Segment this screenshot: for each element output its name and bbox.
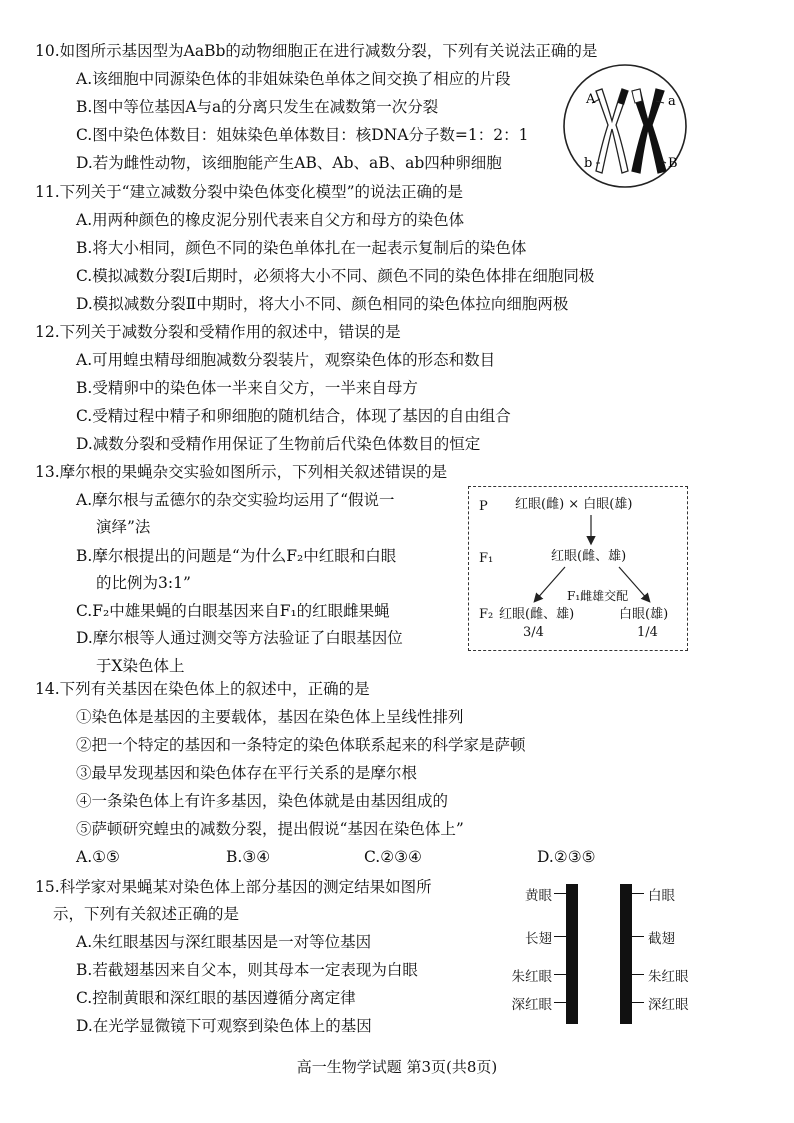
q11-stem: 11.下列关于“建立减数分裂中染色体变化模型”的说法正确的是 (35, 183, 464, 201)
q11-option-c: C.模拟减数分裂Ⅰ后期时，必须将大小不同、颜色不同的染色体排在细胞同极 (76, 267, 595, 285)
f1-cross-note: F₁雌雄交配 (567, 589, 629, 603)
gene-label-right: 朱红眼 (648, 969, 689, 985)
f1-text: 红眼(雌、雄) (551, 549, 627, 564)
q15-option-b: B.若截翅基因来自父本，则其母本一定表现为白眼 (76, 961, 418, 979)
cross-arrows (469, 487, 687, 650)
page-footer: 高一生物学试题 第3页(共8页) (296, 1058, 498, 1076)
q14-statement-4: ④一条染色体上有许多基因，染色体就是由基因组成的 (76, 792, 449, 810)
q14-stem: 14.下列有关基因在染色体上的叙述中，正确的是 (35, 680, 370, 698)
q14-statement-5: ⑤萨顿研究蝗虫的减数分裂，提出假说“基因在染色体上” (76, 820, 464, 838)
gene-label-left: 朱红眼 (511, 969, 552, 985)
q14-choice-d: D.②③⑤ (537, 848, 596, 866)
q10-option-d: D.若为雌性动物，该细胞能产生AB、Ab、aB、ab四种卵细胞 (76, 154, 502, 172)
q14-statement-2: ②把一个特定的基因和一条特定的染色体联系起来的科学家是萨顿 (76, 736, 526, 754)
q12-option-d: D.减数分裂和受精作用保证了生物前后代染色体数目的恒定 (76, 435, 481, 453)
q14-choice-c: C.②③④ (364, 848, 422, 866)
q13-option-a: A.摩尔根与孟德尔的杂交实验均运用了“假说一 (76, 491, 395, 509)
gene-label-left: 长翅 (525, 931, 552, 947)
q14-statement-1: ①染色体是基因的主要载体，基因在染色体上呈线性排列 (76, 708, 464, 726)
gene-label-right: 截翅 (648, 931, 675, 947)
allele-label: b (584, 156, 593, 171)
f1-label: F₁ (479, 551, 494, 566)
gene-label-left: 黄眼 (525, 888, 552, 904)
f2-left-text: 红眼(雌、雄) (499, 607, 575, 622)
q15-option-a: A.朱红眼基因与深红眼基因是一对等位基因 (76, 933, 372, 951)
q14-choice-b: B.③④ (226, 848, 271, 866)
q11-option-b: B.将大小相同，颜色不同的染色单体扎在一起表示复制后的染色体 (76, 239, 527, 257)
q15-option-c: C.控制黄眼和深红眼的基因遵循分离定律 (76, 989, 356, 1007)
f2-label: F₂ (479, 607, 494, 622)
p-cross-text: 红眼(雌) × 白眼(雄) (515, 497, 633, 512)
q12-stem: 12.下列关于减数分裂和受精作用的叙述中，错误的是 (35, 323, 401, 341)
q13-option-b: B.摩尔根提出的问题是“为什么F₂中红眼和白眼 (76, 547, 397, 565)
fruitfly-cross-diagram (468, 486, 688, 651)
cell-chromosome-figure (562, 63, 688, 189)
allele-label: B (668, 156, 678, 171)
q12-option-b: B.受精卵中的染色体一半来自父方，一半来自母方 (76, 379, 418, 397)
q12-option-a: A.可用蝗虫精母细胞减数分裂装片，观察染色体的形态和数目 (76, 351, 496, 369)
q13-option-c: C.F₂中雄果蝇的白眼基因来自F₁的红眼雌果蝇 (76, 602, 390, 620)
allele-label: A (586, 92, 596, 107)
gene-label-right: 白眼 (648, 888, 675, 904)
f2-right-text: 白眼(雄) (619, 607, 669, 622)
q10-option-a: A.该细胞中同源染色体的非姐妹染色单体之间交换了相应的片段 (76, 70, 511, 88)
q11-option-d: D.模拟减数分裂Ⅱ中期时，将大小不同、颜色相同的染色体拉向细胞两极 (76, 295, 569, 313)
q13-option-a-cont: 演绎”法 (96, 518, 151, 536)
f2-left-ratio: 3/4 (523, 625, 544, 640)
q13-option-d-cont: 于X染色体上 (96, 657, 185, 675)
p-label: P (479, 499, 488, 514)
q11-option-a: A.用两种颜色的橡皮泥分别代表来自父方和母方的染色体 (76, 211, 465, 229)
q13-stem: 13.摩尔根的果蝇杂交实验如图所示，下列相关叙述错误的是 (35, 463, 448, 481)
q10-option-c: C.图中染色体数目：姐妹染色单体数目：核DNA分子数=1：2：1 (76, 126, 529, 144)
q14-statement-3: ③最早发现基因和染色体存在平行关系的是摩尔根 (76, 764, 418, 782)
q15-stem-cont: 示，下列有关叙述正确的是 (53, 905, 240, 923)
gene-label-right: 深红眼 (648, 997, 689, 1013)
q15-option-d: D.在光学显微镜下可观察到染色体上的基因 (76, 1017, 372, 1035)
gene-label-left: 深红眼 (511, 997, 552, 1013)
allele-label: a (668, 94, 676, 109)
q13-option-b-cont: 的比例为3:1” (96, 574, 191, 592)
q13-option-d: D.摩尔根等人通过测交等方法验证了白眼基因位 (76, 629, 403, 647)
q15-stem: 15.科学家对果蝇某对染色体上部分基因的测定结果如图所 (35, 878, 432, 896)
q12-option-c: C.受精过程中精子和卵细胞的随机结合，体现了基因的自由组合 (76, 407, 511, 425)
right-chromosome (620, 884, 632, 1024)
q14-choice-a: A.①⑤ (76, 848, 120, 866)
gene-map-figure (496, 878, 716, 1028)
f2-right-ratio: 1/4 (637, 625, 658, 640)
left-chromosome (566, 884, 578, 1024)
q10-stem: 10.如图所示基因型为AaBb的动物细胞正在进行减数分裂，下列有关说法正确的是 (35, 42, 598, 60)
q10-option-b: B.图中等位基因A与a的分离只发生在减数第一次分裂 (76, 98, 439, 116)
